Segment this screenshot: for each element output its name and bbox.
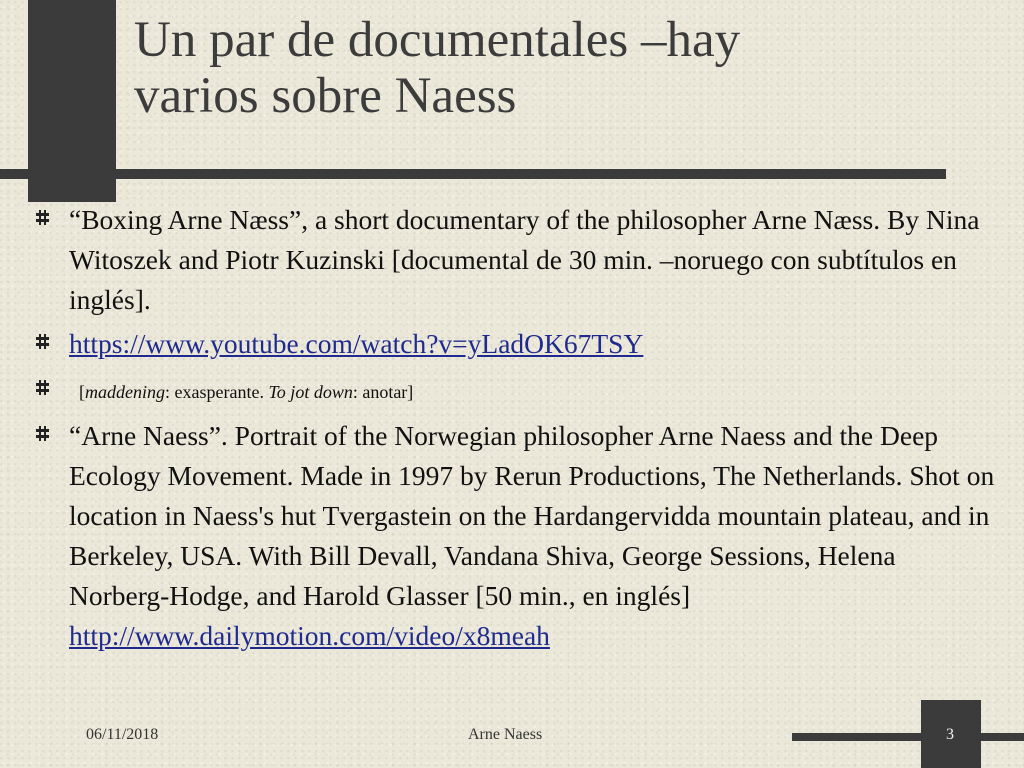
vocab-term-1: maddening xyxy=(85,382,165,402)
dailymotion-link[interactable]: http://www.dailymotion.com/video/x8meah xyxy=(69,620,550,651)
bullet-text: “Boxing Arne Næss”, a short documentary of the philosopher Arne Næss. By Nina Witoszek and Piotr Kuzinski [documental de 30 min. –noruego con subtítulos en inglés]. xyxy=(69,204,980,315)
slide-body xyxy=(36,200,996,656)
decorative-footer-rule xyxy=(792,733,1024,741)
hash-bullet-icon xyxy=(36,334,49,349)
hash-bullet-icon xyxy=(36,210,49,225)
bullet-item-youtube-link xyxy=(36,324,996,364)
vocab-def-1: : exasperante. xyxy=(165,382,269,402)
footer-date: 06/11/2018 xyxy=(86,726,159,743)
vocab-open: [ xyxy=(79,382,85,402)
slide-title-line-2: varios sobre Naess xyxy=(134,68,517,124)
youtube-link[interactable]: https://www.youtube.com/watch?v=yLadOK67TSY xyxy=(69,328,644,359)
vocab-term-2: To jot down xyxy=(268,382,353,402)
hash-bullet-icon xyxy=(36,426,49,441)
slide-number: 3 xyxy=(946,726,954,743)
footer-title: Arne Naess xyxy=(468,726,543,743)
hash-bullet-icon xyxy=(36,380,49,395)
slide-title xyxy=(134,12,994,124)
decorative-title-rule xyxy=(0,169,946,179)
bullet-item-vocabulary xyxy=(36,380,996,404)
vocab-def-2: : anotar] xyxy=(352,382,414,402)
bullet-item-boxing-arne-naess xyxy=(36,200,996,320)
bullet-text: “Arne Naess”. Portrait of the Norwegian philosopher Arne Naess and the Deep Ecology Movement. Made in 1997 by Rerun Productions, The Netherlands. Shot on location in Naess's hut Tvergastein on the Hardangervidda mountain plateau, and in Berkeley, USA. With Bill Devall, Vandana Shiva, George Sessions, Helena Norberg-Hodge, and Harold Glasser [50 min., en inglés] xyxy=(69,420,995,611)
bullet-item-arne-naess-portrait xyxy=(36,416,996,656)
slide-title-line-1: Un par de documentales –hay xyxy=(134,12,741,68)
